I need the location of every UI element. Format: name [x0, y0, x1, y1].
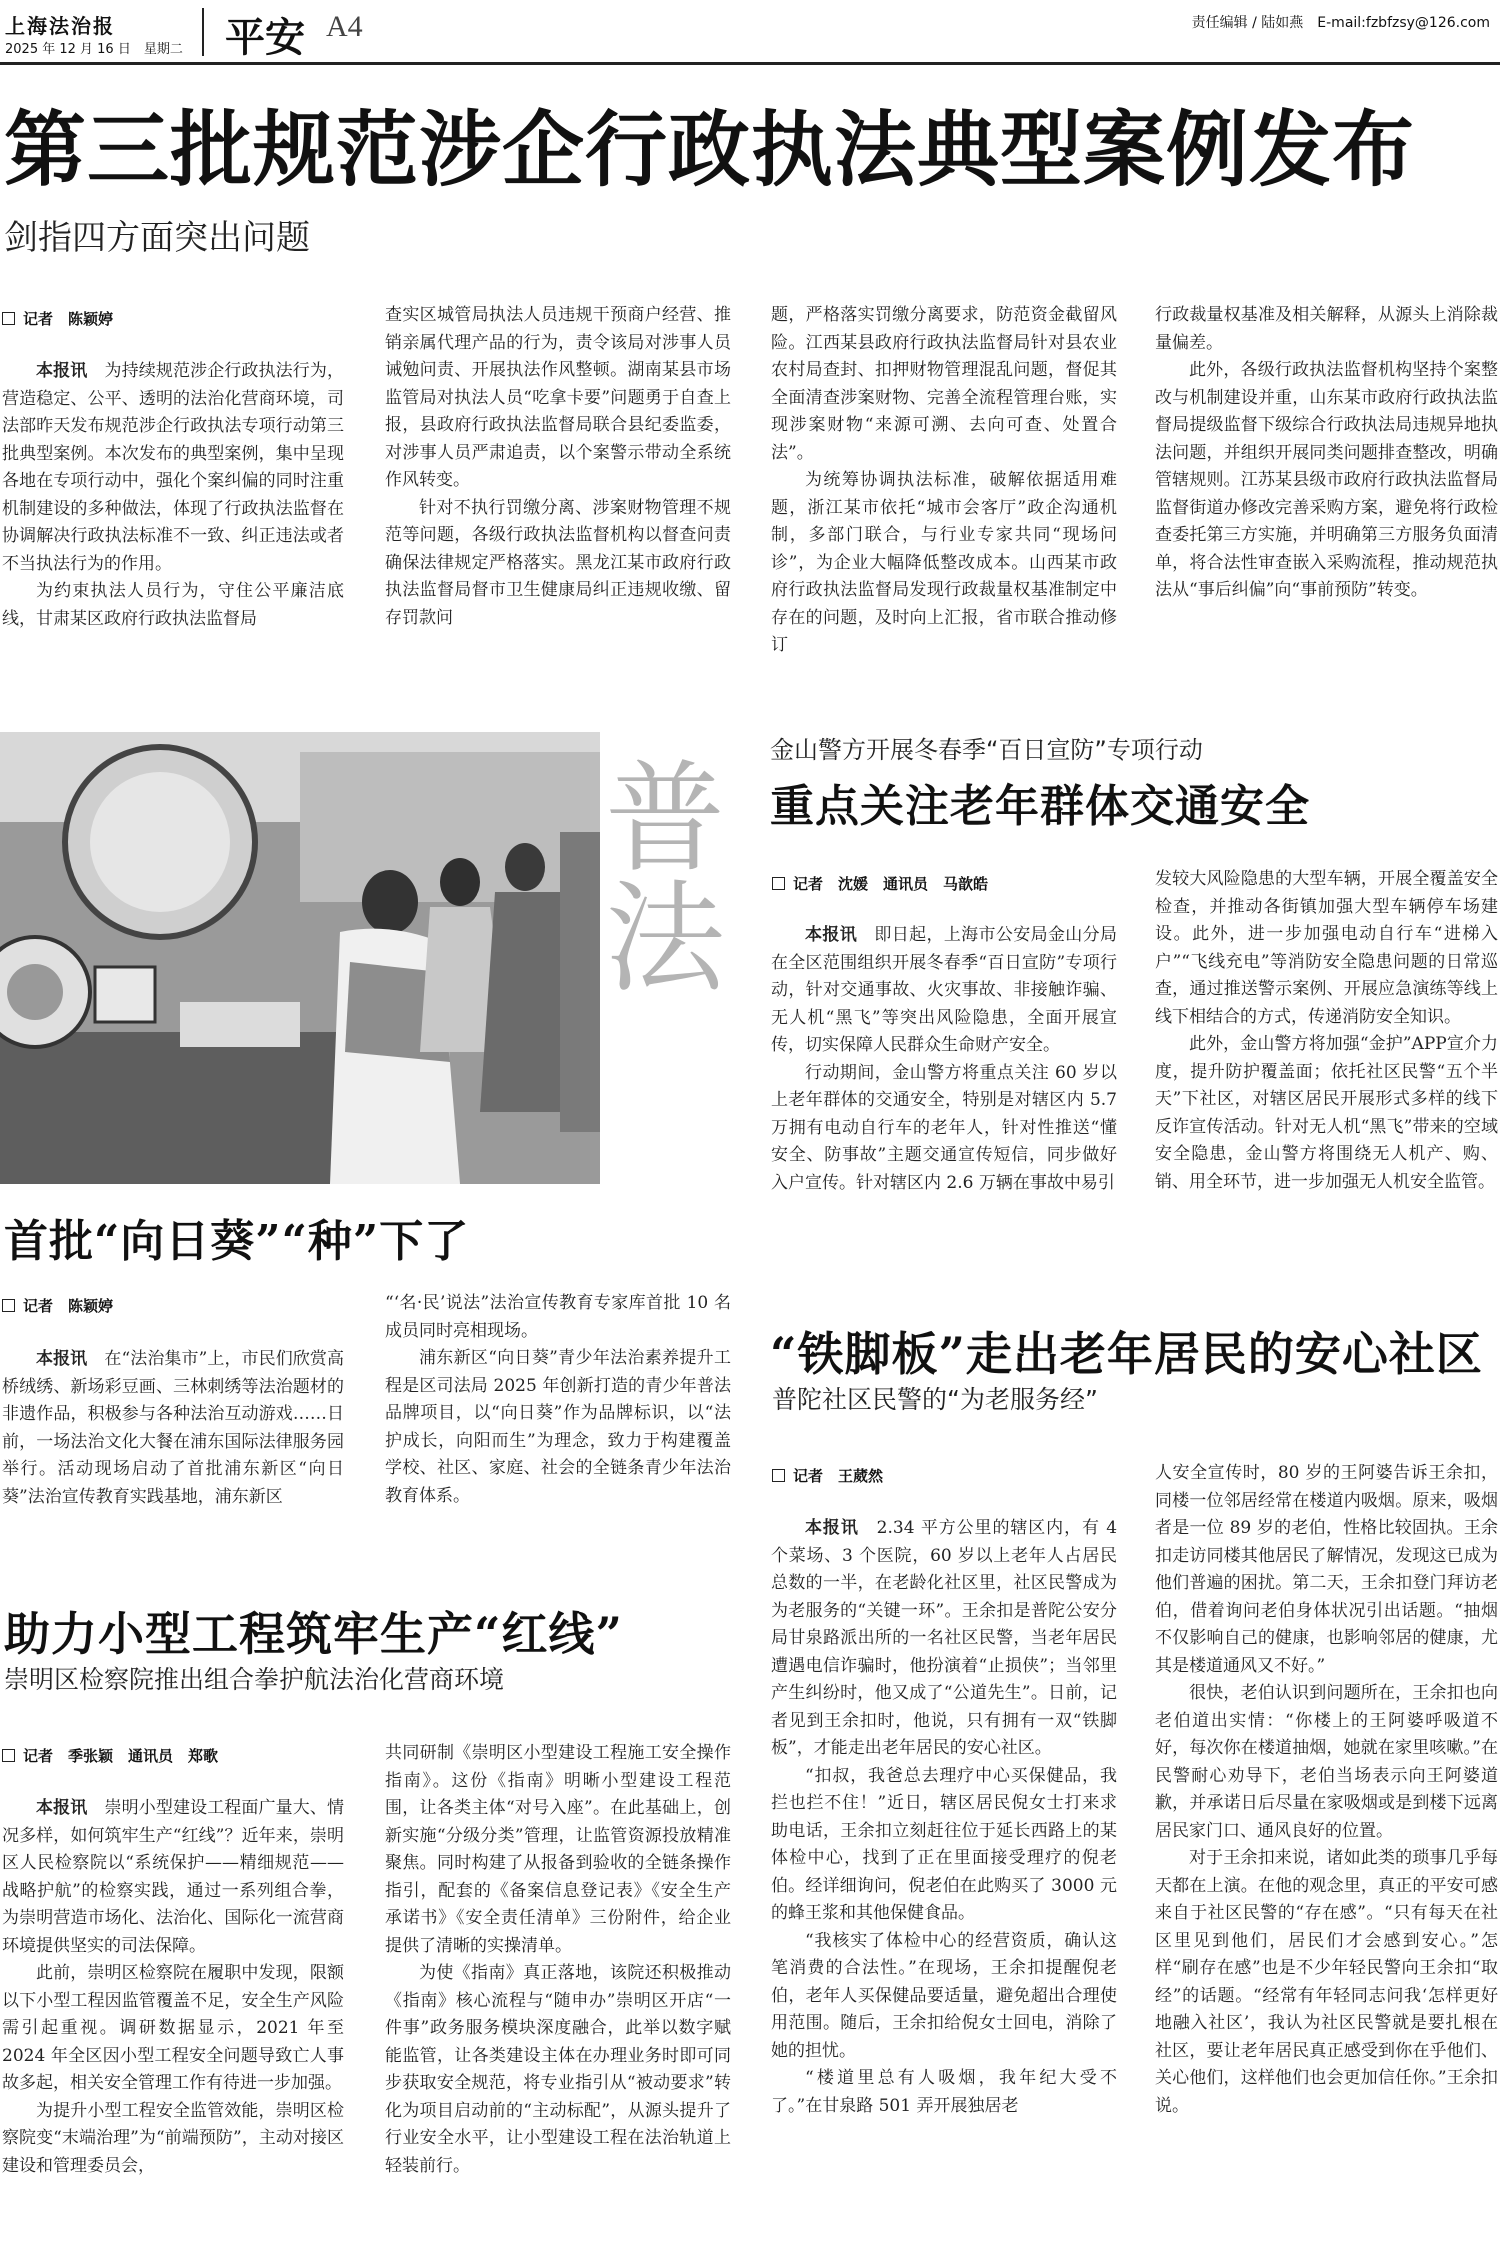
page-number: A4 — [326, 10, 363, 43]
paragraph: 为约束执法人员行为，守住公平廉洁底线，甘肃某区政府行政执法监督局 — [2, 581, 344, 629]
paragraph: 对于王余扣来说，诸如此类的琐事几乎每天都在上演。在他的观念里，真正的平安可感来自于社区民警的“存在感”。“只有每天在社区里见到他们，居民们才会感到安心。”怎样“刷存在感”也是不少年轻民警向王余扣“取经”的话题。“经常有年轻同志问我‘怎样更好地融入社区’，我认为社区民警就是要扎根在社区，要让老年居民真正感受到你在乎他们、关心他们，这样他们也会更加信任你。”王余扣说。 — [1155, 1848, 1498, 2116]
paragraph: 行动期间，金山警方将重点关注 60 岁以上老年群体的交通安全，特别是对辖区内 5.7 万拥有电动自行车的老年人，针对性推送“懂安全、防事故”主题交通宣传短信，同步做好入户宣传。针对辖区内 2.6 万辆在事故中易引 — [771, 1062, 1117, 1193]
chongming-col-1 — [2, 1795, 344, 2247]
main-col-3 — [771, 302, 1117, 672]
putuo-byline — [772, 1465, 883, 1486]
byline-box-icon — [2, 1299, 15, 1312]
paragraph: 人安全宣传时，80 岁的王阿婆告诉王余扣，同楼一位邻居经常在楼道内吸烟。原来，吸烟者是一位 89 岁的老伯，性格比较固执。王余扣走访同楼其他居民了解情况，发现这已成为他们普遍的困扰。第二天，王余扣登门拜访老伯，借着询问老伯身体状况引出话题。“抽烟不仅影响自己的健康，也影响邻居的健康，尤其是楼道通风又不好。” — [1155, 1463, 1498, 1676]
jinshan-byline — [772, 873, 988, 894]
paragraph: “‘名·民’说法”法治宣传教育专家库首批 10 名成员同时亮相现场。 — [385, 1293, 731, 1341]
newspaper-logo: 上海法治报 — [5, 14, 115, 38]
jinshan-col-1 — [771, 922, 1117, 1270]
photo-illustration — [0, 732, 600, 1184]
paragraph: 为提升小型工程安全监管效能，崇明区检察院变“末端治理”为“前端预防”，主动对接区建设和管理委员会， — [2, 2100, 344, 2176]
main-subhead: 剑指四方面突出问题 — [4, 218, 310, 258]
paragraph: “楼道里总有人吸烟，我年纪大受不了。”在甘泉路 501 弄开展独居老 — [771, 2068, 1117, 2116]
paragraph: 为统筹协调执法标准，破解依据适用难题，浙江某市依托“城市会客厅”政企沟通机制，多部门联合，与行业专家共同“现场问诊”，为企业大幅降低整改成本。山西某市政府行政执法监督局发现行政裁量权基准制定中存在的问题，及时向上汇报，省市联合推动修订 — [771, 470, 1117, 655]
paragraph: 行政裁量权基准及相关解释，从源头上消除裁量偏差。 — [1155, 305, 1498, 353]
chongming-subhead: 崇明区检察院推出组合拳护航法治化营商环境 — [4, 1665, 505, 1694]
byline-box-icon — [2, 1749, 15, 1762]
paragraph: 浦东新区“向日葵”青少年法治素养提升工程是区司法局 2025 年创新打造的青少年普法品牌项目，以“向日葵”作为品牌标识，以“法护成长，向阳而生”为理念，致力于构建覆盖学校、社区、家庭、社会的全链条青少年法治教育体系。 — [385, 1348, 731, 1506]
main-col-4 — [1155, 302, 1498, 672]
byline-text: 记者 季张颖 通讯员 郑歌 — [23, 1747, 219, 1765]
section-name: 平安 — [225, 14, 305, 61]
paragraph: 在“法治集市”上，市民们欣赏高桥绒绣、新场彩豆画、三林刺绣等法治题材的非遗作品，积极参与各种法治互动游戏……日前，一场法治文化大餐在浦东国际法律服务园举行。活动现场启动了首批浦东新区“向日葵”法治宣传教育实践基地，浦东新区 — [2, 1349, 344, 1507]
paragraph: 此外，各级行政执法监督机构坚持个案整改与机制建设并重，山东某市政府行政执法监督局提级监督下级综合行政执法局违规异地执法问题，并组织开展同类问题排查整改，明确管辖规则。江苏某县级市政府行政执法监督局监督街道办修改完善采购方案，避免将行政检查委托第三方实施，并明确第三方服务负面清单，将合法性审查嵌入采购流程，推动规范执法从“事后纠偏”向“事前预防”转变。 — [1155, 360, 1498, 600]
paragraph: 查实区城管局执法人员违规干预商户经营、推销亲属代理产品的行为，责令该局对涉事人员诫勉问责、开展执法作风整顿。湖南某县市场监管局对执法人员“吃拿卡要”问题勇于自查上报，县政府行政执法监督局联合县纪委监委，对涉事人员严肃追责，以个案警示带动全系统作风转变。 — [385, 305, 731, 490]
main-col-2 — [385, 302, 731, 672]
main-byline — [2, 308, 113, 329]
editor-credit: 责任编辑 / 陆如燕 E-mail:fzbfzsy@126.com — [1191, 15, 1490, 31]
paragraph: 2.34 平方公里的辖区内，有 4 个菜场、3 个医院，60 岁以上老年人占居民总数的一半，在老龄化社区里，社区民警成为为老服务的“关键一环”。王余扣是普陀公安分局甘泉路派出所的一名社区民警，当老年居民遭遇电信诈骗时，他扮演着“止损侠”；当邻里产生纠纷时，他又成了“公道先生”。日前，记者见到王余扣时，他说，只有拥有一双“铁脚板”，才能走出老年居民的安心社区。 — [771, 1518, 1117, 1758]
byline-text: 记者 陈颖婷 — [23, 310, 114, 328]
paragraph: “我核实了体检中心的经营资质，确认这笔消费的合法性。”在现场，王余扣提醒倪老伯，老年人买保健品要适量，避免超出合理使用范围。随后，王余扣给倪女士回电，消除了她的担忧。 — [771, 1930, 1117, 2061]
paragraph: 很快，老伯认识到问题所在，王余扣也向老伯道出实情：“你楼上的王阿婆呼吸道不好，每次你在楼道抽烟，她就在家里咳嗽。”在民警耐心劝导下，老伯当场表示向王阿婆道歉，并承诺日后尽量在家吸烟或是到楼下远离居民家门口、通风良好的位置。 — [1155, 1683, 1498, 1841]
main-col-1 — [2, 358, 344, 698]
news-photo — [0, 732, 600, 1184]
putuo-col-1 — [771, 1515, 1117, 2247]
paragraph: 针对不执行罚缴分离、涉案财物管理不规范等问题，各级行政执法监督机构以督查问责确保法律规定严格落实。黑龙江某市政府行政执法监督局督市卫生健康局纠正违规收缴、留存罚款问 — [385, 497, 731, 628]
byline-box-icon — [2, 312, 15, 325]
byline-text: 记者 沈媛 通讯员 马歆皓 — [793, 875, 989, 893]
chongming-headline: 助力小型工程筑牢生产“红线” — [4, 1607, 623, 1661]
masthead-rule — [0, 62, 1500, 65]
paragraph: 此外，金山警方将加强“金护”APP宣介力度，提升防护覆盖面；依托社区民警“五个半天”下社区，对辖区居民开展形式多样的线下反诈宣传活动。针对无人机“黑飞”带来的空域安全隐患，金山警方将围绕无人机产、购、销、用全环节，进一步加强无人机安全监管。 — [1155, 1034, 1498, 1192]
photo-story-col-2 — [385, 1290, 731, 1570]
jinshan-kicker: 金山警方开展冬春季“百日宣防”专项行动 — [770, 736, 1203, 764]
paragraph: 发较大风险隐患的大型车辆，开展全覆盖安全检查，并推动各街镇加强大型车辆停车场建设。此外，进一步加强电动自行车“进梯入户”“飞线充电”等消防安全隐患问题的日常巡查，通过推送警示案例、开展应急演练等线上线下相结合的方式，传递消防安全知识。 — [1155, 869, 1498, 1027]
paragraph: 为持续规范涉企行政执法行为，营造稳定、公平、透明的法治化营商环境，司法部昨天发布规范涉企行政执法专项行动第三批典型案例。本次发布的典型案例，集中呈现各地在专项行动中，强化个案纠偏的同时注重机制建设的多种做法，体现了行政执法监督在协调解决行政执法标准不一致、纠正违法或者不当执法行为的作用。 — [2, 361, 344, 574]
jinshan-headline: 重点关注老年群体交通安全 — [770, 781, 1310, 832]
chongming-byline — [2, 1745, 218, 1766]
paragraph: 共同研制《崇明区小型建设工程施工安全操作指南》。这份《指南》明晰小型建设工程范围，让各类主体“对号入座”。在此基础上，创新实施“分级分类”管理，让监管资源投放精准聚焦。同时构建了从报备到验收的全链条操作指引，配套的《备案信息登记表》《安全生产承诺书》《安全责任清单》三份附件，给企业提供了清晰的实操清单。 — [385, 1743, 731, 1956]
lead-label: 本报讯 — [805, 925, 858, 945]
putuo-headline: “铁脚板”走出老年居民的安心社区 — [770, 1327, 1483, 1381]
main-headline: 第三批规范涉企行政执法典型案例发布 — [4, 102, 1416, 198]
byline-box-icon — [772, 1469, 785, 1482]
paragraph: 为使《指南》真正落地，该院还积极推动《指南》核心流程与“随申办”崇明区开店“一件事”政务服务模块深度融合，此举以数字赋能监管，让各类建设主体在办理业务时即可同步获取安全规范，将专业指引从“被动要求”转化为项目启动前的“主动标配”，从源头提升了行业安全水平，让小型建设工程在法治轨道上轻装前行。 — [385, 1963, 731, 2176]
lead-label: 本报讯 — [36, 361, 88, 381]
jinshan-col-2 — [1155, 866, 1498, 1272]
photo-story-byline — [2, 1295, 113, 1316]
paragraph: “扣叔，我爸总去理疗中心买保健品，我拦也拦不住！”近日，辖区居民倪女士打来求助电话，王余扣立刻赶往位于延长西路上的某体检中心，找到了正在里面接受理疗的倪老伯。经详细询问，倪老伯在此购买了 3000 元的蜂王浆和其他保健食品。 — [771, 1765, 1117, 1923]
lead-label: 本报讯 — [805, 1518, 859, 1538]
masthead-divider — [202, 8, 204, 56]
lead-label: 本报讯 — [36, 1349, 88, 1369]
paragraph: 崇明小型建设工程面广量大、情况多样，如何筑牢生产“红线”？近年来，崇明区人民检察院以“系统保护——精细规范——战略护航”的检察实践，通过一系列组合拳，为崇明营造市场化、法治化、国际化一流营商环境提供坚实的司法保障。 — [2, 1798, 344, 1956]
putuo-subhead: 普陀社区民警的“为老服务经” — [772, 1385, 1098, 1414]
chongming-col-2 — [385, 1740, 731, 2247]
photo-overlay-text: 普法 — [605, 750, 725, 1009]
byline-box-icon — [772, 877, 785, 890]
photo-story-headline: 首批“向日葵”“种”下了 — [4, 1216, 470, 1267]
photo-story-col-1 — [2, 1346, 344, 1568]
paragraph: 题，严格落实罚缴分离要求，防范资金截留风险。江西某县政府行政执法监督局针对县农业农村局查封、扣押财物管理混乱问题，督促其全面清查涉案财物、完善全流程管理台账，实现涉案财物“来源可溯、去向可查、处置合法”。 — [771, 305, 1117, 463]
issue-date: 2025 年 12 月 16 日 星期二 — [5, 42, 183, 57]
paragraph: 即日起，上海市公安局金山分局在全区范围组织开展冬春季“百日宣防”专项行动，针对交通事故、火灾事故、非接触诈骗、无人机“黑飞”等突出风险隐患，全面开展宣传，切实保障人民群众生命财产安全。 — [771, 925, 1117, 1055]
byline-text: 记者 陈颖婷 — [23, 1297, 114, 1315]
putuo-col-2 — [1155, 1460, 1498, 2247]
byline-text: 记者 王葳然 — [793, 1467, 884, 1485]
paragraph: 此前，崇明区检察院在履职中发现，限额以下小型工程因监管覆盖不足，安全生产风险需引起重视。调研数据显示，2021 年至 2024 年全区因小型工程安全问题导致亡人事故多起，相关安全管理工作有待进一步加强。 — [2, 1963, 344, 2093]
lead-label: 本报讯 — [36, 1798, 88, 1818]
